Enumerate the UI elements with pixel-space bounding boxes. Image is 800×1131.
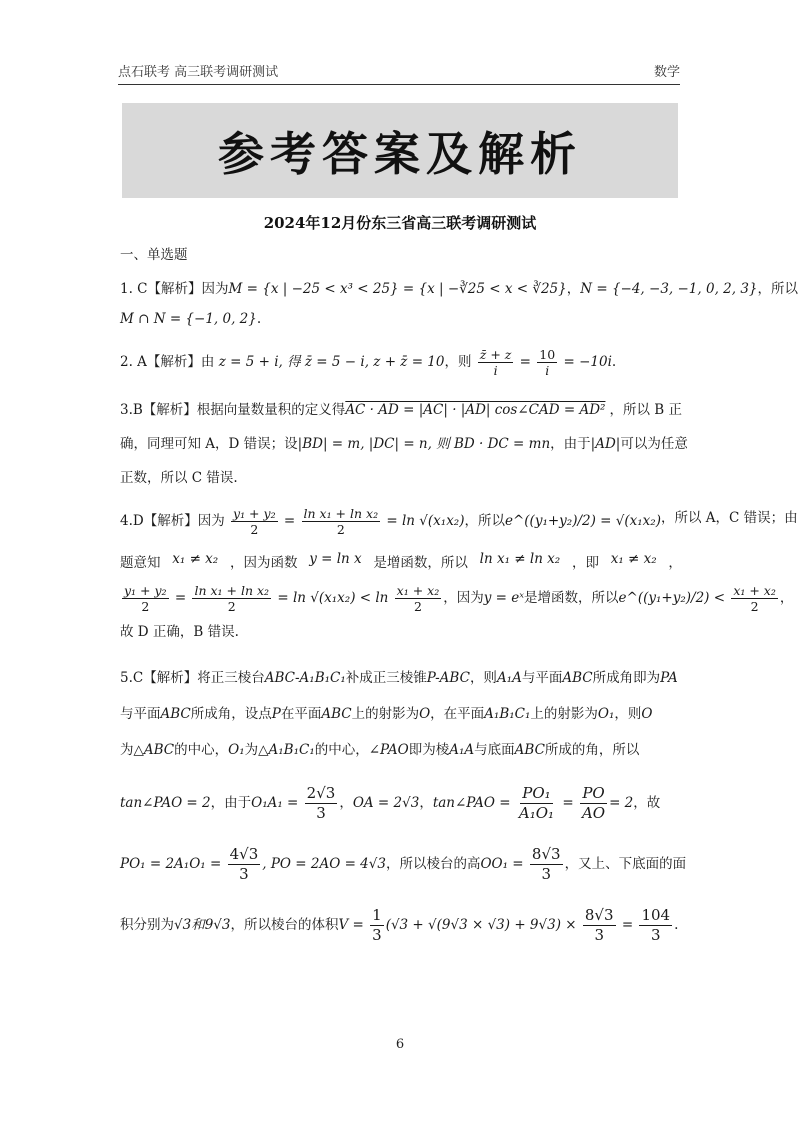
q2-math: = −10i [563, 354, 612, 370]
q5-math: OO₁ = [480, 856, 524, 872]
q5-text: 上的射影为 [530, 706, 598, 722]
frac-num: 8√3 [584, 906, 614, 924]
q5-math: √3和9√3 [174, 917, 231, 933]
frac-den: 3 [372, 926, 382, 944]
section-heading: 一、单选题 [120, 247, 188, 263]
q5-fraction [517, 784, 556, 823]
q4-math: y = ln x [309, 551, 362, 567]
q2-text: 2. A【解析】由 [120, 354, 215, 370]
q5-text: 与底面 [474, 742, 515, 758]
q5-math: O [419, 706, 431, 722]
q4-text: 4.D【解析】因为 [120, 513, 225, 529]
frac-den: 3 [594, 926, 604, 944]
q3-text: 可以为任意 [620, 436, 688, 452]
q5-math: , PO = 2AO = 4√3 [262, 856, 386, 872]
q5-math: OA = 2√3 [352, 795, 420, 811]
q4-fraction [231, 506, 278, 537]
q5-math: tan∠PAO = 2 [120, 795, 211, 811]
frac-den: 3 [239, 865, 249, 883]
q5-text: 与平面 [521, 670, 563, 686]
q5-text: 所成角，设点 [190, 706, 272, 722]
q1-text: 1. C【解析】因为 [120, 281, 229, 297]
q5-math: A₁A [496, 670, 522, 686]
q5-text: 的中心， [314, 742, 369, 758]
q5-fraction [305, 784, 338, 823]
q5-fraction [639, 906, 672, 945]
q4-fraction [122, 583, 169, 614]
q5-text: 补成正三棱锥 [345, 670, 427, 686]
frac-num: 10 [539, 347, 556, 362]
frac-num: 2√3 [306, 784, 336, 802]
q3-math-vector: AC · AD = |AC| · |AD| cos∠CAD = AD² [345, 402, 606, 418]
q5-math: O₁A₁ = [251, 795, 299, 811]
q5-text: 即为棱 [408, 742, 450, 758]
frac-num: 4√3 [229, 845, 259, 863]
q5-math: PO₁ = 2A₁O₁ = [120, 856, 222, 872]
q4-text: ， [779, 590, 794, 606]
q5-math: P-ABC [426, 670, 470, 686]
exam-subtitle: 2024年12月份东三省高三联考调研测试 [263, 214, 537, 232]
header-left: 点石联考 高三联考调研测试 [118, 65, 279, 80]
q4-math: = ln √(x₁x₂) < ln [277, 590, 389, 606]
question-3 [120, 398, 688, 486]
q4-math: x₁ ≠ x₂ [172, 551, 219, 567]
q5-math: △ABC [133, 742, 175, 758]
q4-line-1 [120, 506, 798, 537]
q3-math: |BD| = m, |DC| = n, 则 BD · DC = mn [297, 436, 551, 452]
q2-text: . [611, 354, 617, 370]
q5-text: ， [419, 795, 433, 811]
q5-fraction [583, 906, 616, 945]
q1-text: . [256, 311, 262, 327]
q1-math-set-m: M = {x | −25 < x³ < 25} = {x | −∛25 < x < ∛25} [228, 281, 567, 297]
q3-text: ，由于 [550, 436, 591, 452]
frac-num: x₁ + x₂ [733, 583, 776, 598]
q5-text: 5.C【解析】将正三棱台 [120, 670, 265, 686]
q5-text: ，则 [469, 670, 497, 686]
q5-line-1 [120, 660, 682, 696]
frac-den: 2 [336, 522, 345, 537]
q2-math: z = 5 + i, 得 z̄ = 5 − i, z + z̄ = 10 [218, 354, 445, 370]
q5-text: 为 [120, 742, 134, 758]
q3-math-abs: |AD| [590, 436, 621, 452]
q5-text: ，又上、下底面的面 [564, 856, 687, 872]
q2-text: = [519, 354, 531, 370]
frac-num: y₁ + y₂ [233, 506, 276, 521]
q4-fraction [395, 583, 442, 614]
q2-line-1 [120, 347, 682, 378]
q5-text: ，所以棱台的高 [385, 856, 481, 872]
q4-text: 题意知 [120, 555, 161, 571]
q2-fraction [537, 347, 557, 378]
frac-den: i [493, 363, 498, 378]
q5-text: ，所以棱台的体积 [230, 917, 339, 933]
frac-den: AO [581, 804, 606, 822]
q5-text: 与平面 [120, 706, 161, 722]
question-4 [120, 506, 798, 640]
q5-math: tan∠PAO = [432, 795, 511, 811]
q4-math: ln x₁ ≠ ln x₂ [479, 551, 561, 567]
q5-fraction [228, 845, 261, 884]
q5-math: O₁ [597, 706, 615, 722]
q4-text: ，即 [571, 555, 599, 571]
q4-line-3 [120, 583, 794, 614]
frac-num: ln x₁ + ln x₂ [303, 506, 379, 521]
q5-math: ABC [562, 670, 593, 686]
frac-num: PO₁ [522, 784, 551, 802]
frac-den: 2 [227, 599, 236, 614]
question-5 [120, 660, 687, 945]
q4-line-2 [120, 551, 682, 571]
q5-fraction [580, 784, 607, 823]
q4-fraction [302, 506, 381, 537]
q4-text: = [283, 513, 296, 529]
q5-line-2 [120, 696, 682, 732]
q5-text: 上的射影为 [351, 706, 420, 722]
frac-num: 8√3 [531, 845, 561, 863]
q5-math: P [271, 706, 281, 722]
q4-fraction [731, 583, 778, 614]
q5-math: ABC [160, 706, 191, 722]
title-banner [122, 103, 678, 198]
q5-text: ， [339, 795, 353, 811]
question-2 [120, 347, 682, 378]
frac-den: 2 [750, 599, 759, 614]
q5-text: ，则 [614, 706, 642, 722]
q4-math: = ln √(x₁x₂) [386, 513, 465, 529]
q5-text: ，由于 [210, 795, 252, 811]
frac-den: 3 [651, 926, 661, 944]
q5-line-5 [120, 845, 687, 884]
q5-math: PA [660, 670, 678, 686]
q4-math: e^((y₁+y₂)/2) = √(x₁x₂) [504, 513, 661, 529]
q4-math: e^((y₁+y₂)/2) < [618, 590, 726, 606]
q1-math-result: M ∩ N = {−1, 0, 2} [120, 311, 257, 327]
frac-num: 1 [372, 906, 382, 924]
q4-text: ， [668, 555, 682, 571]
page-header [118, 56, 680, 85]
q5-math: ABC-A₁B₁C₁ [264, 670, 346, 686]
frac-den: 3 [316, 804, 326, 822]
q5-math: O₁ [228, 742, 245, 758]
q5-math: △A₁B₁C₁ [258, 742, 315, 758]
q1-line-1 [120, 277, 799, 297]
question-1 [120, 277, 799, 327]
frac-num: PO [582, 784, 605, 802]
q5-text: = [621, 917, 634, 933]
q5-text: = [562, 795, 574, 811]
frac-num: x₁ + x₂ [396, 583, 440, 598]
q5-math: A₁B₁C₁ [484, 706, 531, 722]
banner-title: 参考答案及解析 [218, 126, 582, 181]
q5-line-3 [120, 732, 682, 768]
q4-fraction [192, 583, 271, 614]
q5-math: ∠PAO [368, 742, 409, 758]
q5-text: 所成角即为 [592, 670, 661, 686]
q1-text: ，所以 [757, 281, 799, 297]
q2-fraction [478, 347, 514, 378]
q3-text: ，所以 B 正 [609, 402, 682, 418]
q3-text: 确，同理可知 A，D 错误；设 [120, 436, 298, 452]
q5-text: 为 [244, 742, 259, 758]
frac-den: 3 [541, 865, 552, 883]
q5-text: 积分别为 [120, 917, 174, 933]
frac-den: i [545, 363, 550, 378]
q5-math: = 2 [609, 795, 634, 811]
q5-text: ，故 [633, 795, 661, 811]
q3-line-2 [120, 432, 688, 452]
q5-text: 所成的角，所以 [544, 742, 640, 758]
q4-text: ，因为 [443, 590, 484, 606]
q5-math: O [641, 706, 653, 722]
answer-content [120, 243, 799, 945]
q5-math: ABC [321, 706, 352, 722]
q5-line-6 [120, 906, 682, 945]
frac-num: z̄ + z [479, 347, 512, 362]
q4-math: y = eˣ [483, 590, 525, 606]
q4-text: ，因为函数 [229, 555, 298, 571]
q4-text: 是增函数，所以 [373, 555, 468, 571]
q4-text: ，所以 [464, 513, 505, 529]
q5-math: (√3 + √(9√3 × √3) + 9√3) × [385, 917, 577, 933]
q5-text: 在平面 [280, 706, 322, 722]
q5-math: A₁A [449, 742, 475, 758]
q5-text: ，在平面 [430, 706, 485, 722]
q3-line-3: 正数，所以 C 错误. [120, 470, 238, 486]
q1-math-set-n: N = {−4, −3, −1, 0, 2, 3} [580, 281, 758, 297]
q4-math: x₁ ≠ x₂ [610, 551, 657, 567]
frac-den: 2 [250, 522, 259, 537]
q4-text: ，所以 A，C 错误；由 [660, 510, 798, 526]
q1-text: ， [566, 281, 581, 297]
q3-text: 3.B【解析】根据向量数量积的定义得 [120, 402, 346, 418]
q5-text: . [674, 917, 679, 933]
frac-den: 2 [141, 599, 150, 614]
q4-text: 是增函数，所以 [524, 590, 619, 606]
q1-line-2 [120, 311, 682, 327]
q5-text: 的中心， [174, 742, 229, 758]
q5-math: ABC [514, 742, 545, 758]
page-number: 6 [395, 1037, 405, 1052]
frac-den: 2 [413, 599, 422, 614]
q2-text: ，则 [444, 354, 472, 370]
q5-fraction [370, 906, 384, 945]
q5-math: V = [338, 917, 364, 933]
q4-text: = [174, 590, 187, 606]
q5-fraction [530, 845, 563, 884]
frac-num: 104 [641, 906, 671, 924]
frac-num: y₁ + y₂ [124, 583, 167, 598]
q3-line-1 [120, 398, 682, 418]
q5-line-4 [120, 784, 682, 823]
frac-den: A₁O₁ [518, 804, 555, 822]
frac-num: ln x₁ + ln x₂ [194, 583, 270, 598]
header-right: 数学 [653, 65, 680, 80]
q4-line-4: 故 D 正确，B 错误. [120, 624, 239, 640]
